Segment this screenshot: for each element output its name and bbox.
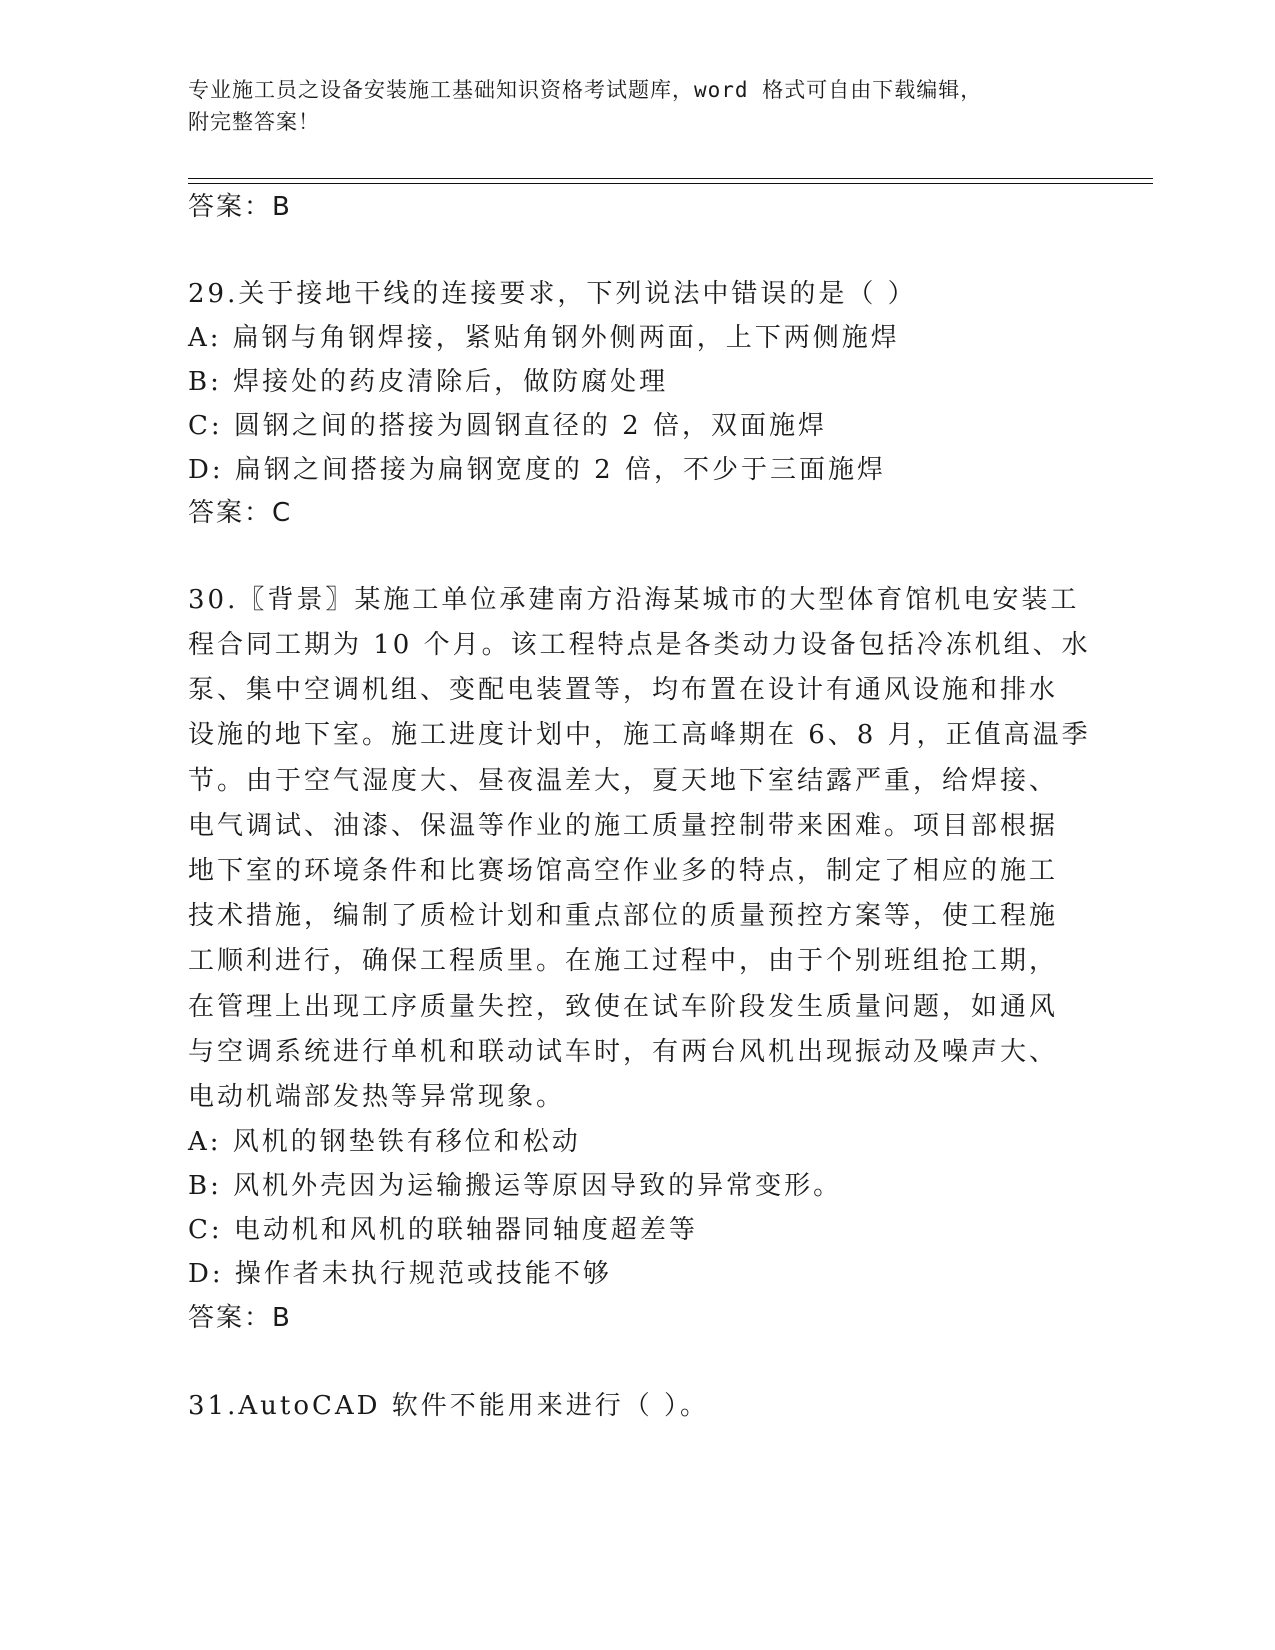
header-line-2: 附完整答案！ (188, 110, 320, 134)
q30-option-c: C: 电动机和风机的联轴器同轴度超差等 (188, 1215, 698, 1245)
q30-line-1: 30.〖背景〗某施工单位承建南方沿海某城市的大型体育馆机电安装工 (188, 585, 1080, 615)
header-divider-top (188, 178, 1153, 179)
q30-line-3: 泵、集中空调机组、变配电装置等，均布置在设计有通风设施和排水 (188, 675, 1059, 705)
header-line-1: 专业施工员之设备安装施工基础知识资格考试题库，word 格式可自由下载编辑， (188, 78, 983, 102)
q29-option-b: B: 焊接处的药皮清除后，做防腐处理 (188, 367, 669, 397)
q30-line-2: 程合同工期为 10 个月。该工程特点是各类动力设备包括冷冻机组、水 (188, 630, 1091, 660)
q29-option-a: A: 扁钢与角钢焊接，紧贴角钢外侧两面，上下两侧施焊 (188, 323, 900, 353)
q30-line-6: 电气调试、油漆、保温等作业的施工质量控制带来困难。项目部根据 (188, 811, 1059, 841)
q30-option-b: B: 风机外壳因为运输搬运等原因导致的异常变形。 (188, 1171, 843, 1201)
q30-line-12: 电动机端部发热等异常现象。 (188, 1082, 566, 1112)
question-31: 31.AutoCAD 软件不能用来进行（ ）。 (188, 1391, 710, 1421)
q30-line-8: 技术措施，编制了质检计划和重点部位的质量预控方案等，使工程施 (188, 901, 1059, 931)
q29-option-d: D: 扁钢之间搭接为扁钢宽度的 2 倍，不少于三面施焊 (188, 455, 886, 485)
q30-answer: 答案：B (188, 1303, 292, 1333)
q30-line-9: 工顺利进行，确保工程质里。在施工过程中，由于个别班组抢工期， (188, 946, 1059, 976)
q30-line-4: 设施的地下室。施工进度计划中，施工高峰期在 6、8 月，正值高温季 (188, 720, 1091, 750)
q30-line-5: 节。由于空气湿度大、昼夜温差大，夏天地下室结露严重，给焊接、 (188, 766, 1059, 796)
q30-line-7: 地下室的环境条件和比赛场馆高空作业多的特点，制定了相应的施工 (188, 856, 1059, 886)
q30-line-11: 与空调系统进行单机和联动试车时，有两台风机出现振动及噪声大、 (188, 1037, 1059, 1067)
question-29: 29.关于接地干线的连接要求，下列说法中错误的是（ ） (188, 279, 917, 309)
document-header (188, 74, 1068, 138)
header-divider-bottom (188, 183, 1153, 184)
q30-line-10: 在管理上出现工序质量失控，致使在试车阶段发生质量问题，如通风 (188, 992, 1059, 1022)
q30-option-d: D: 操作者未执行规范或技能不够 (188, 1259, 612, 1289)
q29-option-c: C: 圆钢之间的搭接为圆钢直径的 2 倍，双面施焊 (188, 411, 827, 441)
q29-answer: 答案：C (188, 498, 293, 528)
q30-option-a: A: 风机的钢垫铁有移位和松动 (188, 1127, 581, 1157)
previous-answer: 答案：B (188, 192, 292, 222)
